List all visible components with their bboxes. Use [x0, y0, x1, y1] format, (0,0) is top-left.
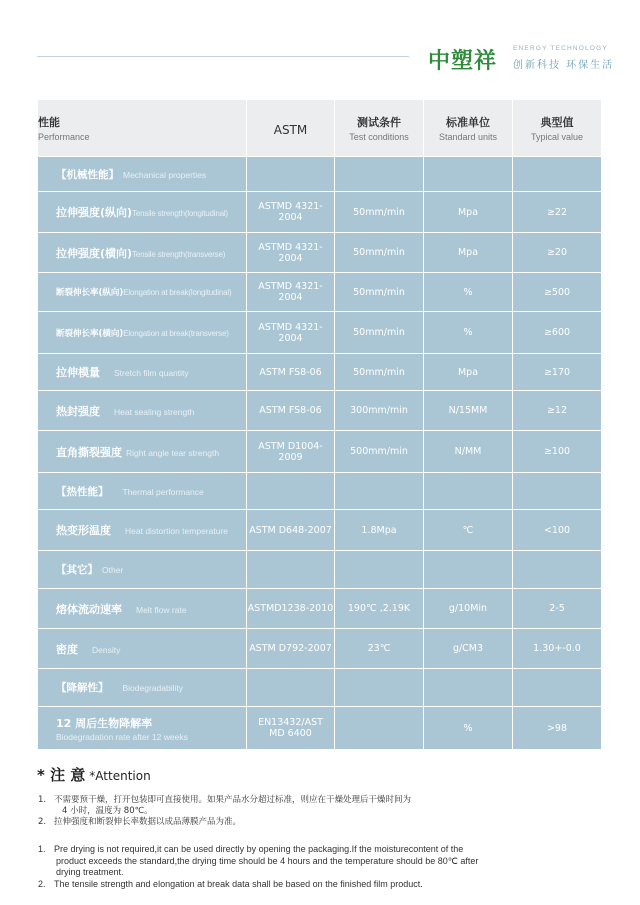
unit-cell: g/CM3 [424, 629, 513, 669]
astm-cell: ASTMD1238-2010 [247, 589, 335, 629]
table-row [38, 192, 602, 233]
section-row-degradability [38, 669, 602, 707]
attention-heading: * 注 意 *Attention [37, 766, 151, 784]
section-row-mechanical [38, 157, 602, 192]
property-name: 热封强度 Heat sealing strength [38, 391, 247, 431]
brand-tagline-en: ENERGY TECHNOLOGY [513, 45, 608, 52]
value-cell: ≥600 [513, 312, 602, 354]
unit-cell: ℃ [424, 510, 513, 551]
note-line: drying treatment. [56, 867, 124, 877]
unit-cell: % [424, 273, 513, 312]
value-cell: ≥22 [513, 192, 602, 233]
astm-cell: ASTM FS8-06 [247, 354, 335, 391]
notes-chinese [38, 795, 598, 828]
condition-cell [335, 707, 424, 750]
astm-cell: ASTMD 4321-2004 [247, 312, 335, 354]
table-row [38, 391, 602, 431]
value-cell: ≥12 [513, 391, 602, 431]
property-name: 热变形温度 Heat distortion temperature [38, 510, 247, 551]
header-rule [37, 56, 409, 57]
value-cell: 1.30+-0.0 [513, 629, 602, 669]
value-cell: ≥170 [513, 354, 602, 391]
note-line: 2. The tensile strength and elongation at break data shall be based on the finished film product. [38, 878, 423, 889]
table-row [38, 707, 602, 750]
unit-cell: N/15MM [424, 391, 513, 431]
value-cell: ≥100 [513, 431, 602, 473]
astm-cell: ASTM D1004-2009 [247, 431, 335, 473]
table-row [38, 510, 602, 551]
table-row [38, 629, 602, 669]
value-cell: 2-5 [513, 589, 602, 629]
note-line: product exceeds the standard,the drying time should be 4 hours and the temperature should be 80℃ after [56, 855, 479, 866]
astm-cell: ASTMD 4321-2004 [247, 273, 335, 312]
astm-cell: ASTMD 4321-2004 [247, 233, 335, 273]
notes-english [38, 844, 598, 890]
value-cell: <100 [513, 510, 602, 551]
section-label: 【机械性能】 Mechanical properties [38, 157, 247, 192]
property-name: 拉伸强度(横向)Tensile strength(transverse) [38, 233, 247, 273]
brand-logo: 中塑祥 [428, 49, 498, 74]
condition-cell: 50mm/min [335, 312, 424, 354]
header-astm: ASTM [247, 100, 335, 157]
property-name: 拉伸模量 Stretch film quantity [38, 354, 247, 391]
property-name: 密度 Density [38, 629, 247, 669]
condition-cell: 190℃ ,2.19K [335, 589, 424, 629]
table-row [38, 354, 602, 391]
table-row [38, 589, 602, 629]
note-line: 4 小时，温度为 80℃。 [62, 806, 153, 816]
table-row [38, 431, 602, 473]
astm-cell: ASTM FS8-06 [247, 391, 335, 431]
header-performance: 性能 Performance [38, 100, 247, 157]
value-cell: ≥20 [513, 233, 602, 273]
condition-cell: 500mm/min [335, 431, 424, 473]
spec-table [37, 99, 602, 750]
astm-cell: ASTMD 4321-2004 [247, 192, 335, 233]
header-typical-value: 典型值 Typical value [513, 100, 602, 157]
condition-cell: 50mm/min [335, 273, 424, 312]
property-name: 断裂伸长率(横向)Elongation at break(transverse) [38, 312, 247, 354]
note-line: 2. 拉伸强度和断裂伸长率数据以成品薄膜产品为准。 [38, 817, 242, 827]
note-line: 1. 不需要预干燥，打开包装即可直接使用。如果产品水分超过标准，则应在干燥处理后干燥时间为 [38, 795, 412, 805]
value-cell: >98 [513, 707, 602, 750]
unit-cell: Mpa [424, 233, 513, 273]
section-label: 【其它】 Other [38, 551, 247, 589]
astm-cell: ASTM D648-2007 [247, 510, 335, 551]
astm-cell: EN13432/AST MD 6400 [247, 707, 335, 750]
condition-cell: 50mm/min [335, 354, 424, 391]
unit-cell: % [424, 707, 513, 750]
unit-cell: Mpa [424, 354, 513, 391]
condition-cell: 23℃ [335, 629, 424, 669]
unit-cell: % [424, 312, 513, 354]
astm-cell: ASTM D792-2007 [247, 629, 335, 669]
table-row [38, 233, 602, 273]
property-name: 断裂伸长率(纵向)Elongation at break(longitudinal) [38, 273, 247, 312]
note-line: 1. Pre drying is not required,it can be used directly by opening the packaging.If the moisturecontent of the [38, 844, 464, 854]
condition-cell: 50mm/min [335, 233, 424, 273]
section-row-thermal [38, 473, 602, 510]
table-header-row [38, 100, 602, 157]
unit-cell: N/MM [424, 431, 513, 473]
table-row [38, 273, 602, 312]
condition-cell: 1.8Mpa [335, 510, 424, 551]
value-cell: ≥500 [513, 273, 602, 312]
header-test-conditions: 测试条件 Test conditions [335, 100, 424, 157]
brand-tagline-cn: 创新科技 环保生活 [513, 60, 615, 71]
section-label: 【热性能】 Thermal performance [38, 473, 247, 510]
unit-cell: Mpa [424, 192, 513, 233]
property-name: 12 周后生物降解率 Biodegradation rate after 12 weeks [38, 707, 247, 750]
condition-cell: 300mm/min [335, 391, 424, 431]
section-label: 【降解性】 Biodegradability [38, 669, 247, 707]
property-name: 熔体流动速率 Melt flow rate [38, 589, 247, 629]
condition-cell: 50mm/min [335, 192, 424, 233]
property-name: 拉伸强度(纵向)Tensile strength(longitudinal) [38, 192, 247, 233]
header-standard-units: 标准单位 Standard units [424, 100, 513, 157]
section-row-other [38, 551, 602, 589]
property-name: 直角撕裂强度 Right angle tear strength [38, 431, 247, 473]
unit-cell: g/10Min [424, 589, 513, 629]
table-row [38, 312, 602, 354]
